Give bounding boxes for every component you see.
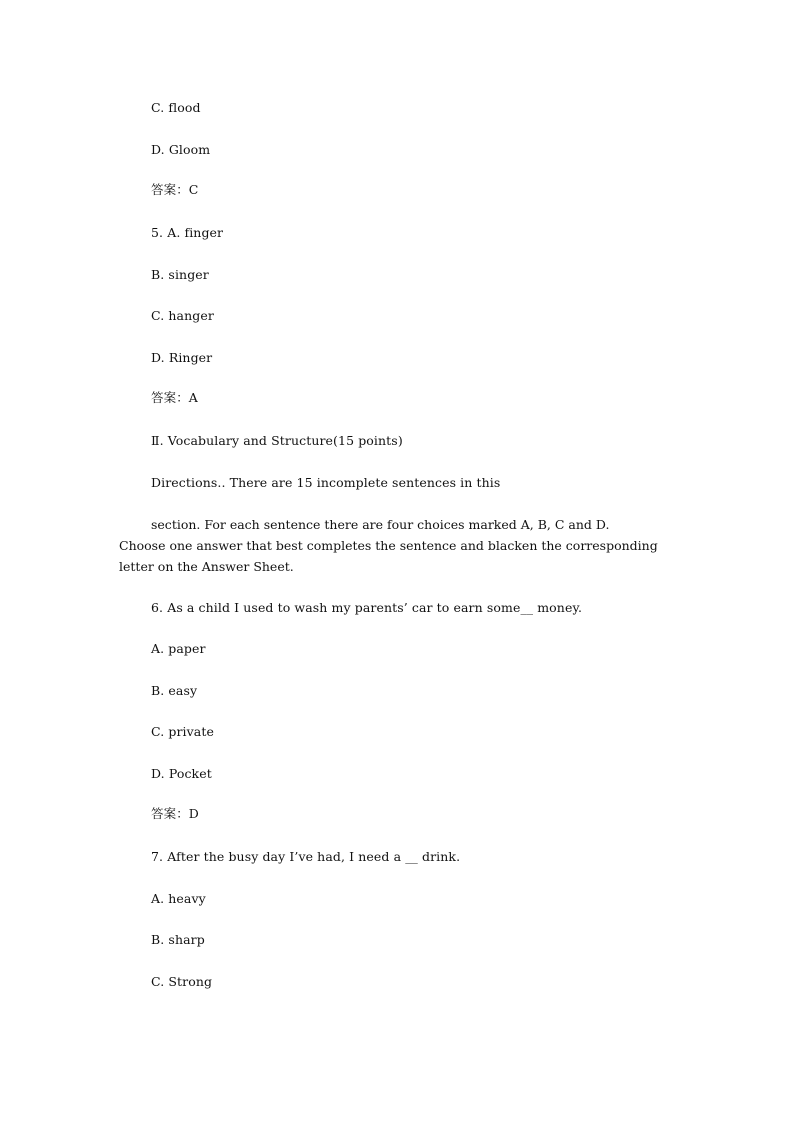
question-7-option-b: B. sharp [151,932,205,947]
question-6-option-c: C. private [151,724,214,739]
question-6-option-d: D. Pocket [151,766,212,781]
question-5-option-b: B. singer [151,267,209,282]
answer-5: 答案：A [151,390,198,405]
question-6: 6. As a child I used to wash my parents’ car to earn some__ money. [151,600,583,615]
option-d-gloom: D. Gloom [151,142,211,157]
answer-6: 答案：D [151,806,199,821]
question-5-option-c: C. hanger [151,308,214,323]
question-6-option-a: A. paper [151,641,206,656]
question-6-option-b: B. easy [151,683,198,698]
question-5-option-d: D. Ringer [151,350,213,365]
question-7-option-a: A. heavy [151,891,206,906]
answer-4: 答案：C [151,182,199,197]
directions-paragraph: section. For each sentence there are four choices marked A, B, C and D. Choose one answer that best completes the sentence and blacken the corresponding letter on the Answer Sheet. [119,517,658,574]
directions-line: Directions.. There are 15 incomplete sentences in this [151,475,501,490]
question-7-option-c: C. Strong [151,974,213,989]
question-7: 7. After the busy day I’ve had, I need a __ drink. [151,849,461,864]
question-5-option-a: 5. A. finger [151,225,224,240]
section-heading: Ⅱ. Vocabulary and Structure(15 points) [151,433,403,448]
option-c-flood: C. flood [151,100,201,115]
